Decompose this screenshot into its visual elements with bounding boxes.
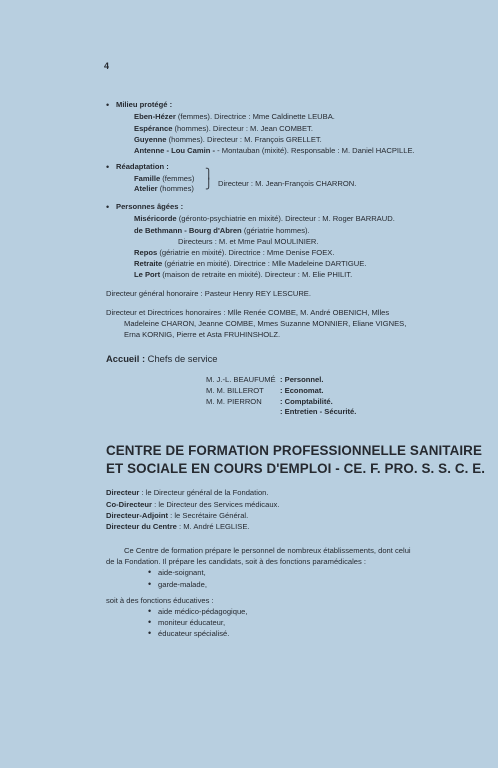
- bullet-icon: •: [148, 579, 152, 589]
- list-item: Espérance (hommes). Directeur : M. Jean COMBET.: [134, 124, 313, 133]
- list-item: aide-soignant,: [158, 568, 206, 577]
- directeur-honoraire: Directeur général honoraire : Pasteur Henry REY LESCURE.: [106, 289, 311, 298]
- list-item: Repos (gériatrie en mixité). Directrice : Mme Denise FOEX.: [134, 248, 335, 257]
- list-item: éducateur spécialisé.: [158, 629, 230, 638]
- brace-top: ⎫: [205, 169, 213, 180]
- bullet-icon: •: [106, 202, 110, 212]
- chef-service-role: : Personnel.: [280, 375, 324, 384]
- page-number: 4: [104, 61, 110, 71]
- list-item: Miséricorde (géronto-psychiatrie en mixité). Directeur : M. Roger BARRAUD.: [134, 214, 395, 223]
- chef-service-name: M. M. BILLEROT: [206, 386, 264, 395]
- bullet-icon: •: [106, 162, 110, 172]
- list-item: de Bethmann - Bourg d'Abren (gériatrie hommes).: [134, 226, 310, 235]
- chef-service-name: M. M. PIERRON: [206, 397, 262, 406]
- intro-line: Ce Centre de formation prépare le personnel de nombreux établissements, dont celui: [124, 546, 411, 555]
- honoraires-line: Directeur et Directrices honoraires : Mlle Renée COMBE, M. André OBENICH, Mlles: [106, 308, 390, 317]
- centre-heading-line-2: ET SOCIALE EN COURS D'EMPLOI - CE. F. PRO. S. S. C. E.: [106, 461, 486, 476]
- educative-intro: soit à des fonctions éducatives :: [106, 596, 214, 605]
- chef-service-role: : Entretien - Sécurité.: [280, 407, 357, 416]
- list-item: Eben-Hézer (femmes). Directrice : Mme Caldinette LEUBA.: [134, 112, 335, 121]
- centre-heading-line-1: CENTRE DE FORMATION PROFESSIONNELLE SANITAIRE: [106, 443, 482, 458]
- brace-bottom: ⎭: [205, 179, 213, 190]
- chef-service-name: M. J.-L. BEAUFUMÉ: [206, 375, 276, 384]
- honoraires-line: Madeleine CHARON, Jeanne COMBE, Mmes Suzanne MONNIER, Eliane VIGNES,: [124, 319, 407, 328]
- bullet-icon: •: [148, 617, 152, 627]
- list-item: Directeurs : M. et Mme Paul MOULINIER.: [178, 237, 319, 246]
- section-title-readaptation: Réadaptation :: [116, 162, 169, 171]
- readaptation-director: Directeur : M. Jean-François CHARRON.: [218, 179, 357, 188]
- list-item: Le Port (maison de retraite en mixité). Directeur : M. Elie PHILIT.: [134, 270, 353, 279]
- direction-row: Directeur : le Directeur général de la Fondation.: [106, 488, 269, 497]
- list-item: Antenne - Lou Camin - - Montauban (mixité). Responsable : M. Daniel HACPILLE.: [134, 146, 415, 155]
- bullet-icon: •: [148, 567, 152, 577]
- list-item: Famille (femmes): [134, 174, 195, 183]
- direction-row: Directeur du Centre : M. André LEGLISE.: [106, 522, 250, 531]
- chef-service-role: : Comptabilité.: [280, 397, 333, 406]
- intro-line: de la Fondation. Il prépare les candidats, soit à des fonctions paramédicales :: [106, 557, 367, 566]
- chef-service-role: : Economat.: [280, 386, 324, 395]
- list-item: moniteur éducateur,: [158, 618, 226, 627]
- direction-row: Directeur-Adjoint : le Secrétaire Général.: [106, 511, 249, 520]
- list-item: Retraite (gériatrie en mixité). Directrice : Mlle Madeleine DARTIGUE.: [134, 259, 367, 268]
- list-item: Atelier (hommes): [134, 184, 194, 193]
- section-title-milieu-protege: Milieu protégé :: [116, 100, 173, 109]
- list-item: Guyenne (hommes). Directeur : M. François GRELLET.: [134, 135, 322, 144]
- honoraires-line: Erna KORNIG, Pierre et Asta FRUHINSHOLZ.: [124, 330, 281, 339]
- accueil-heading: Accueil : Chefs de service: [106, 353, 218, 364]
- bullet-icon: •: [106, 100, 110, 110]
- bullet-icon: •: [148, 628, 152, 638]
- list-item: garde-malade,: [158, 580, 207, 589]
- list-item: aide médico-pédagogique,: [158, 607, 248, 616]
- bullet-icon: •: [148, 606, 152, 616]
- direction-row: Co-Directeur : le Directeur des Services médicaux.: [106, 500, 280, 509]
- section-title-personnes-agees: Personnes âgées :: [116, 202, 184, 211]
